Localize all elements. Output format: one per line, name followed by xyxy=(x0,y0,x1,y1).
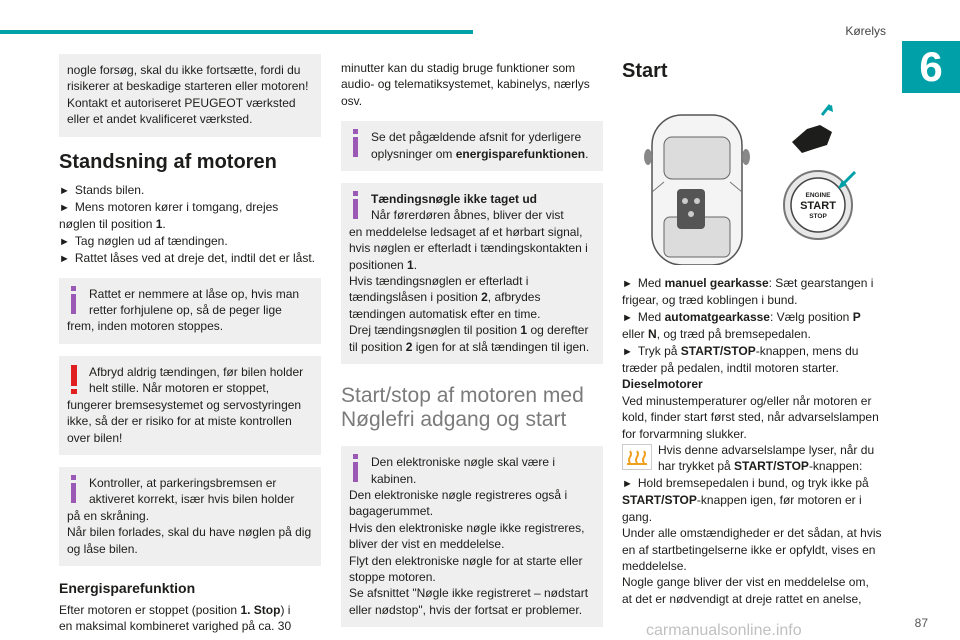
para-text: Hvis denne advarselslampe lyser, når du xyxy=(658,443,875,458)
note-line: nogle forsøg, skal du ikke fortsætte, fordi du xyxy=(67,63,301,77)
info-icon xyxy=(71,286,76,314)
info-line: oplysninger om energisparefunktionen. xyxy=(371,146,589,161)
chapter-number-badge: 6 xyxy=(902,41,960,93)
warning-line: Afbryd aldrig tændingen, før bilen holder xyxy=(89,364,304,379)
column-left xyxy=(59,54,321,635)
step-text: Mens motoren kører i tomgang, drejes xyxy=(74,200,279,215)
hand-press-icon xyxy=(792,105,833,153)
step-text: Stands bilen. xyxy=(74,182,145,197)
step-text: Tag nøglen ud af tændingen. xyxy=(74,233,228,248)
info-box-steering xyxy=(59,278,321,344)
para-text: en maksimal kombineret varighed på ca. 30 xyxy=(59,619,292,634)
para-text: osv. xyxy=(341,93,363,108)
car-top-view-icon xyxy=(644,115,750,265)
info-title: Tændingsnøgle ikke taget ud xyxy=(371,192,538,207)
para-text: Ved minustemperaturer og/eller når motoren er xyxy=(622,393,872,408)
stop-steps xyxy=(59,182,321,268)
continued-text xyxy=(341,60,603,109)
para-text: for forvarmning slukker. xyxy=(622,426,747,441)
info-icon xyxy=(353,454,358,482)
para-text: gang. xyxy=(622,509,653,524)
para-text: frigear, og træd koblingen i bund. xyxy=(622,293,798,308)
para-text: meddelelse. xyxy=(622,558,687,573)
info-line: tændingen automatisk efter en time. xyxy=(349,306,541,321)
para-text: audio- og telematiksystemet, kabinelys, nærlys xyxy=(341,77,590,92)
button-label-stop: STOP xyxy=(809,213,827,220)
section-title: Kørelys xyxy=(845,24,886,38)
info-line: Se afsnittet "Nøgle ikke registreret – nødstart xyxy=(349,586,589,601)
info-line: stoppe motoren. xyxy=(349,569,436,584)
info-line: Den elektroniske nøgle registreres også i xyxy=(349,487,568,502)
info-line: bagagerummet. xyxy=(349,504,434,519)
info-box-key-not-removed xyxy=(341,183,603,364)
step-text: Rattet låses ved at dreje det, indtil det er låst. xyxy=(74,251,316,266)
step-item xyxy=(59,199,321,216)
arrow-bullet-icon: ► xyxy=(622,345,633,358)
info-line: Hvis den elektroniske nøgle ikke registreres, xyxy=(349,520,585,535)
position-value: 1 xyxy=(155,217,163,232)
info-line: tændingslåsen i position 2, afbrydes xyxy=(349,290,541,305)
warning-line: ikke, så der er risiko for at miste kontrollen xyxy=(67,414,292,429)
info-line: hvis nøglen er efterladt i tændingskontakten i xyxy=(349,241,588,256)
arrow-bullet-icon: ► xyxy=(622,311,633,324)
step-item xyxy=(59,233,321,250)
arrow-bullet-icon: ► xyxy=(59,184,70,197)
warning-box-ignition xyxy=(59,356,321,455)
info-line: Når førerdøren åbnes, bliver der vist xyxy=(371,208,564,223)
preheat-warning-lamp-icon xyxy=(622,444,652,470)
info-line: frem, inden motoren stoppes. xyxy=(67,319,224,334)
position-label: 1. Stop xyxy=(240,602,281,617)
energy-saving-text xyxy=(59,602,321,635)
info-line: eller nødstop", hvis der fortsat er problemer. xyxy=(349,602,583,617)
info-line: Se det pågældende afsnit for yderligere xyxy=(371,130,582,145)
watermark-text: carmanualsonline.info xyxy=(646,622,802,639)
warning-line: over bilen! xyxy=(67,430,123,445)
para-text: minutter kan du stadig bruge funktioner som xyxy=(341,61,576,75)
preheat-lamp-row: Hvis denne advarselslampe lyser, når du har trykket på START/STOP-knappen: xyxy=(622,442,884,475)
column-middle xyxy=(341,54,603,639)
para-text: Under alle omstændigheder er det sådan, at hvis xyxy=(622,526,882,541)
note-line: Kontakt et autoriseret PEUGEOT værksted xyxy=(67,95,296,110)
info-line: bliver der vist en meddelelse. xyxy=(349,537,505,552)
info-line: Den elektroniske nøgle skal være i xyxy=(371,455,556,470)
button-label-engine: ENGINE xyxy=(805,192,831,199)
note-line: eller et andet kvalificeret værksted. xyxy=(67,112,253,127)
para-text: kold, finder start først sted, når advarselslampen xyxy=(622,410,879,425)
para-text: ) i xyxy=(280,602,291,617)
info-line: Hvis tændingsnøglen er efterladt i xyxy=(349,274,529,289)
info-line: Rattet er nemmere at låse op, hvis man xyxy=(89,286,300,301)
warning-line: helt stille. Når motoren er stoppet, xyxy=(89,381,270,396)
info-line: aktiveret korrekt, især hvis bilen holder xyxy=(89,492,295,507)
info-line: en meddelelse ledsaget af et hørbart signal, xyxy=(349,224,583,239)
para-text: at det er nødvendigt at dreje rattet en anelse, xyxy=(622,591,862,606)
arrow-bullet-icon: ► xyxy=(59,253,70,266)
info-line: Når bilen forlades, skal du have nøglen på dig xyxy=(67,525,312,540)
section-heading-start: Start xyxy=(622,60,668,82)
info-icon xyxy=(353,129,358,157)
info-line: retter forhjulene op, så de peger lige xyxy=(89,303,282,318)
para-text: en af startbetingelserne ikke er opfyldt, vises en xyxy=(622,542,876,557)
section-heading-keyless: Start/stop af motoren med Nøglefri adgang og start xyxy=(341,384,584,432)
info-box-parking-brake xyxy=(59,467,321,566)
info-line: Flyt den elektroniske nøgle for at starte eller xyxy=(349,553,583,568)
info-icon xyxy=(71,475,76,503)
step-text: nøglen til position xyxy=(59,217,156,232)
start-illustration xyxy=(622,97,884,265)
info-line: positionen 1. xyxy=(349,257,418,272)
para-text: Efter motoren er stoppet (position xyxy=(59,602,241,617)
diesel-heading: Dieselmotorer xyxy=(622,377,703,392)
warning-icon xyxy=(71,365,77,393)
step-item xyxy=(59,182,321,199)
step-text: . xyxy=(162,217,166,232)
step-item xyxy=(59,216,321,232)
para-text: træder på pedalen, indtil motoren starter. xyxy=(622,361,839,376)
button-label-start: START xyxy=(800,200,836,212)
info-line: på en skråning. xyxy=(67,508,150,523)
info-box-electronic-key xyxy=(341,446,603,627)
arrow-bullet-icon: ► xyxy=(59,235,70,248)
info-line: Kontroller, at parkeringsbremsen er xyxy=(89,475,277,490)
info-line: til position 2 igen for at slå tændingen til igen. xyxy=(349,339,590,354)
arrow-bullet-icon: ► xyxy=(59,202,70,215)
section-heading-energy-saving: Energisparefunktion xyxy=(59,579,196,596)
warning-line: fungerer bremsesystemet og servostyringen xyxy=(67,397,302,412)
start-instructions: ► Med manuel gearkasse: Sæt gearstangen i frigear, og træd koblingen i bund. ► Med automatgearkasse: Vælg position P eller N, og træd på bremsepedalen. ► Tryk på START/STOP-knappen, mens du træder på pedalen, indtil motoren starter. Dieselmotorer Ved minustemperaturer og/eller når motoren er kold, finder start først sted, når advarselslampen for forvarmning slukker. Hvis denne advarselslampe lyser, når du har trykket på START/STOP-knappen: ► Hold bremsepedalen i bund, og tryk ikke på START/STOP-knappen igen, før motoren er i gang. Under alle omstændigheder er det sådan, at hvis en af startbetingelserne ikke er opfyldt, vises en meddelelse. Nogle gange bliver der vist en meddelelse om, at det er nødvendigt at dreje rattet en anelse, xyxy=(622,275,884,607)
arrow-bullet-icon: ► xyxy=(622,477,633,490)
info-box-energy-reference xyxy=(341,121,603,171)
header-accent-bar xyxy=(0,30,473,34)
para-text: Nogle gange bliver der vist en meddelelse om, xyxy=(622,575,869,590)
info-line: og låse bilen. xyxy=(67,541,138,556)
note-line: risikerer at beskadige starteren eller motoren! xyxy=(67,79,309,94)
info-line: kabinen. xyxy=(371,471,417,486)
info-icon xyxy=(353,191,358,219)
intro-note-box xyxy=(59,54,321,137)
arrow-bullet-icon: ► xyxy=(622,278,633,290)
step-item xyxy=(59,250,321,267)
section-heading-stop-engine: Standsning af motoren xyxy=(59,150,277,173)
page-number: 87 xyxy=(914,616,928,630)
column-right xyxy=(622,54,884,607)
info-line: Drej tændingsnøglen til position 1 og derefter xyxy=(349,323,589,338)
car-key-start-diagram xyxy=(622,97,884,265)
